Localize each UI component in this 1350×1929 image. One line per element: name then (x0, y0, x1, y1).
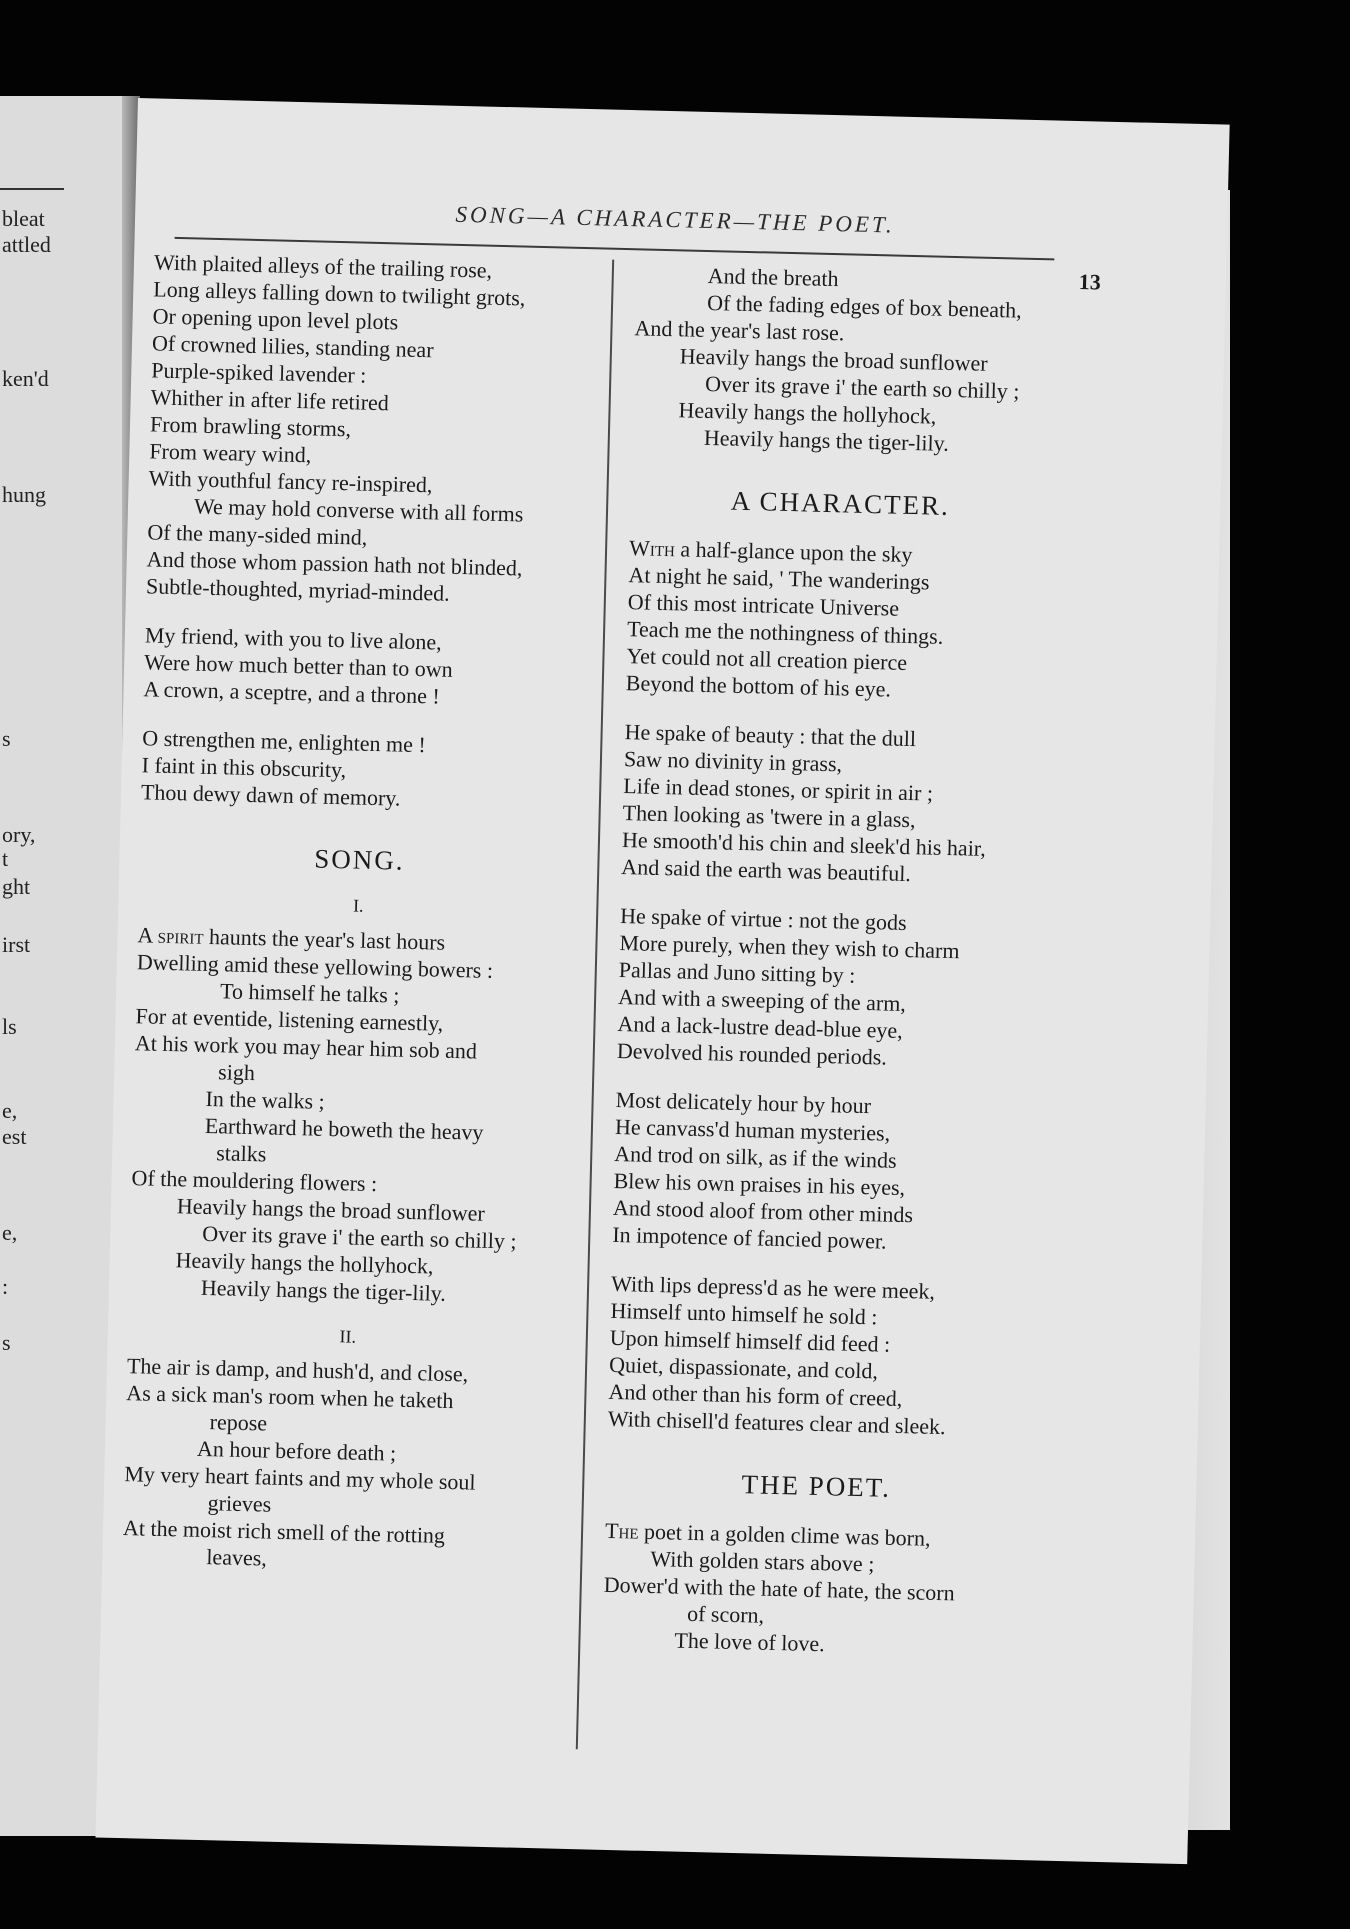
stanza (602, 1517, 1025, 1662)
facing-page-fragment: hung (2, 482, 46, 507)
verse-line: Over its grave i' the earth so chilly ; (704, 370, 1020, 404)
verse-line: Of the many-sided mind, (147, 519, 368, 550)
verse-line: From brawling storms, (149, 411, 352, 442)
facing-page-fragment: ory, (2, 822, 36, 847)
verse-line: An hour before death ; (196, 1435, 397, 1466)
opening-words: The (604, 1517, 639, 1544)
facing-page-fragment: e, (2, 1098, 18, 1123)
verse-line: Earthward he boweth the heavy (204, 1112, 484, 1145)
verse-line: Beyond the bottom of his eye. (625, 670, 892, 702)
poet-title: THE POET. (741, 1469, 892, 1503)
stanza (608, 1270, 1032, 1442)
part-number: I. (352, 895, 364, 916)
verse-line: Heavily hangs the hollyhock, (175, 1247, 434, 1279)
book-page (95, 98, 1229, 1864)
verse-line: Long alleys falling down to twilight grots, (153, 276, 526, 311)
verse-line: And stood aloof from other minds (612, 1194, 914, 1228)
verse-line: sigh (217, 1059, 256, 1086)
verse-line: And other than his form of creed, (608, 1378, 903, 1412)
facing-page-fragment: s (2, 1330, 11, 1355)
verse-line: Of this most intricate Universe (627, 589, 900, 621)
verse-line: From weary wind, (149, 438, 312, 468)
verse-line: Teach me the nothingness of things. (626, 616, 944, 649)
verse-line: Saw no divinity in grass, (623, 746, 843, 777)
part-number: II. (339, 1326, 357, 1347)
opening-words: With (628, 535, 676, 562)
verse-line: He smooth'd his chin and sleek'd his hair, (621, 827, 987, 861)
facing-page-fragment: s (2, 726, 11, 751)
stanza (129, 921, 578, 1310)
verse-line: And a lack-lustre dead-blue eye, (617, 1010, 904, 1043)
verse-line: My very heart faints and my whole soul (124, 1461, 476, 1495)
facing-page-fragment: t (2, 846, 9, 871)
facing-page-fragment: ght (2, 874, 31, 899)
verse-line-text: haunts the year's last hours (203, 923, 446, 955)
verse-line: Dwelling amid these yellowing bowers : (136, 949, 494, 983)
verse-line: Heavily hangs the tiger-lily. (703, 424, 950, 456)
verse-line: With plaited alleys of the trailing rose, (153, 249, 493, 283)
verse-line: stalks (215, 1140, 267, 1167)
right-column (602, 260, 1056, 1684)
verse-line: Himself unto himself he sold : (610, 1297, 878, 1330)
verse-line: He spake of virtue : not the gods (619, 903, 907, 936)
verse-line: Heavily hangs the tiger-lily. (200, 1274, 447, 1306)
opening-words: A spirit (137, 922, 204, 949)
verse-line: O strengthen me, enlighten me ! (142, 725, 427, 758)
page-number: 13 (1078, 269, 1102, 295)
verse-line: Or opening upon level plots (152, 303, 399, 335)
verse-line: Purple-spiked lavender : (151, 357, 367, 388)
verse-line: At the moist rich smell of the rotting (122, 1515, 446, 1548)
facing-page-fragment: est (2, 1124, 27, 1149)
verse-line: And those whom passion hath not blinded, (146, 546, 523, 581)
verse-line: In the walks ; (205, 1085, 326, 1114)
facing-page-fragment: e, (2, 1220, 18, 1245)
verse-line: For at eventide, listening earnestly, (135, 1003, 444, 1036)
facing-page-rule (0, 188, 64, 190)
verse-line: Heavily hangs the hollyhock, (678, 397, 937, 429)
verse-line: At night he said, ' The wanderings (628, 562, 930, 595)
verse-line: He canvass'd human mysteries, (614, 1113, 891, 1146)
verse-line: And with a sweeping of the arm, (617, 984, 907, 1017)
character-title: A CHARACTER. (730, 485, 951, 521)
verse-line: We may hold converse with all forms (193, 493, 524, 527)
verse-line: Yet could not all creation pierce (626, 643, 908, 675)
verse-line: Were how much better than to own (143, 649, 454, 682)
facing-page-fragment: bleat (2, 206, 45, 231)
verse-line: Of the mouldering flowers : (131, 1165, 378, 1197)
verse-line: Upon himself himself did feed : (609, 1324, 891, 1357)
verse-line: As a sick man's room when he taketh (126, 1380, 454, 1414)
verse-line: And the breath (707, 262, 839, 292)
stanza (143, 621, 585, 713)
verse-line: The air is damp, and hush'd, and close, (126, 1353, 469, 1387)
verse-line: He spake of beauty : that the dull (624, 719, 917, 752)
verse-line: Whither in after life retired (150, 384, 390, 416)
stanza (621, 718, 1045, 890)
verse-line-text: a half-glance upon the sky (674, 536, 913, 568)
verse-line: Heavily hangs the broad sunflower (176, 1193, 486, 1226)
verse-line: Devolved his rounded periods. (616, 1037, 888, 1070)
verse-line: A crown, a sceptre, and a throne ! (143, 676, 441, 709)
stanza (146, 248, 594, 610)
facing-page-fragment: attled (2, 232, 51, 257)
verse-line: leaves, (206, 1544, 268, 1571)
verse-line: Dower'd with the hate of hate, the scorn (603, 1571, 955, 1606)
stanza (626, 534, 1050, 706)
verse-line: And trod on silk, as if the winds (614, 1140, 897, 1173)
verse-line: Quiet, dispassionate, and cold, (608, 1351, 879, 1384)
running-title: SONG—A CHARACTER—THE POET. (455, 201, 896, 238)
facing-page-fragment: ls (2, 1014, 17, 1039)
verse-line: With youthful fancy re-inspired, (148, 465, 433, 498)
facing-page-fragment: irst (2, 932, 31, 957)
facing-page-fragment: : (2, 1274, 9, 1299)
verse-line: The love of love. (674, 1627, 826, 1657)
verse-line: Blew his own praises in his eyes, (613, 1167, 906, 1201)
verse-line: Thou dewy dawn of memory. (140, 779, 401, 811)
verse-line: Then looking as 'twere in a glass, (622, 800, 916, 833)
stanza (141, 724, 583, 816)
verse-line: Most delicately hour by hour (615, 1086, 872, 1119)
verse-line: With lips depress'd as he were meek, (610, 1270, 936, 1304)
left-column (122, 248, 595, 1600)
verse-line: With golden stars above ; (650, 1545, 875, 1577)
stanza (632, 260, 1056, 459)
verse-line: I faint in this obscurity, (141, 752, 347, 783)
verse-line: repose (209, 1409, 268, 1436)
song-title: SONG. (313, 843, 405, 876)
verse-line: Life in dead stones, or spirit in air ; (623, 773, 934, 806)
verse-line: Pallas and Juno sitting by : (618, 957, 856, 988)
verse-line: In impotence of fancied power. (612, 1221, 887, 1254)
verse-line: Of crowned lilies, standing near (151, 330, 434, 363)
verse-line: And the year's last rose. (634, 315, 845, 346)
verse-line: My friend, with you to live alone, (144, 622, 443, 655)
verse-line: Heavily hangs the broad sunflower (679, 343, 988, 376)
verse-line: More purely, when they wish to charm (619, 930, 960, 964)
verse-line: Over its grave i' the earth so chilly ; (201, 1220, 517, 1254)
verse-line: grieves (207, 1490, 272, 1517)
verse-line: Subtle-thoughted, myriad-minded. (145, 573, 450, 606)
verse-line-text: poet in a golden clime was born, (638, 1518, 931, 1551)
verse-line: To himself he talks ; (219, 978, 400, 1008)
stanza (612, 1086, 1036, 1258)
verse-line: Of the fading edges of box beneath, (706, 289, 1023, 323)
stanza (617, 902, 1041, 1074)
verse-line: And said the earth was beautiful. (621, 854, 912, 887)
verse-line: of scorn, (686, 1600, 765, 1628)
verse-line: At his work you may hear him sob and (134, 1030, 478, 1064)
verse-line: With chisell'd features clear and sleek. (607, 1405, 946, 1440)
stanza (122, 1352, 567, 1579)
facing-page-fragment: ken'd (2, 366, 49, 391)
